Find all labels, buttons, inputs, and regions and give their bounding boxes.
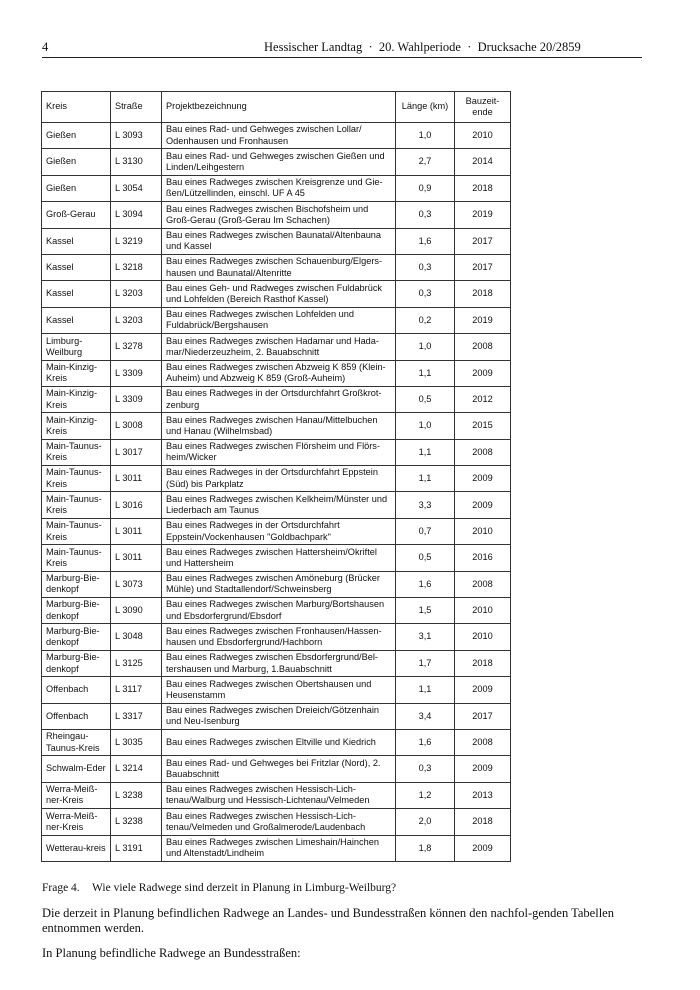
table-row xyxy=(42,466,511,492)
cell-laenge: 1,0 xyxy=(396,123,455,149)
section-intro: In Planung befindliche Radwege an Bundesstraßen: xyxy=(42,946,301,960)
cell-projekt: Bau eines Radweges zwischen Kreisgrenze und Gie-ßen/Lützellinden, einschl. UF A 45 xyxy=(162,175,396,201)
cell-laenge: 0,7 xyxy=(396,518,455,544)
cell-kreis: Werra-Meiß-ner-Kreis xyxy=(42,782,111,808)
cell-kreis: Marburg-Bie-denkopf xyxy=(42,650,111,676)
cell-laenge: 2,7 xyxy=(396,149,455,175)
cell-kreis: Marburg-Bie-denkopf xyxy=(42,624,111,650)
table-row xyxy=(42,492,511,518)
cell-projekt: Bau eines Rad- und Gehweges zwischen Lollar/ Odenhausen und Fronhausen xyxy=(162,123,396,149)
cell-strasse: L 3011 xyxy=(111,518,162,544)
table-row xyxy=(42,439,511,465)
cell-laenge: 1,0 xyxy=(396,334,455,360)
question-number: Frage 4. xyxy=(42,882,80,894)
cell-strasse: L 3048 xyxy=(111,624,162,650)
cell-kreis: Gießen xyxy=(42,123,111,149)
cell-laenge: 3,4 xyxy=(396,703,455,729)
cell-kreis: Kassel xyxy=(42,228,111,254)
cell-projekt: Bau eines Radweges zwischen Hattersheim/Okriftel und Hattersheim xyxy=(162,545,396,571)
question-text: Wie viele Radwege sind derzeit in Planung in Limburg-Weilburg? xyxy=(92,882,397,894)
cell-projekt: Bau eines Radweges zwischen Ebsdorfergrund/Bel-tershausen und Marburg, 1.Bauabschnitt xyxy=(162,650,396,676)
cell-bauzeitende: 2018 xyxy=(455,650,511,676)
column-header-bauzeitende: Bauzeit-ende xyxy=(455,92,511,123)
cell-strasse: L 3011 xyxy=(111,466,162,492)
cell-laenge: 1,5 xyxy=(396,598,455,624)
cell-projekt: Bau eines Radweges zwischen Hessisch-Lich-tenau/Walburg und Hessisch-Lichtenau/Velmeden xyxy=(162,782,396,808)
cell-strasse: L 3117 xyxy=(111,677,162,703)
table-row xyxy=(42,650,511,676)
cell-kreis: Limburg-Weilburg xyxy=(42,334,111,360)
cell-bauzeitende: 2013 xyxy=(455,782,511,808)
cell-kreis: Main-Taunus-Kreis xyxy=(42,518,111,544)
cell-strasse: L 3309 xyxy=(111,360,162,386)
cell-strasse: L 3090 xyxy=(111,598,162,624)
column-header-kreis: Kreis xyxy=(42,92,111,123)
table-row xyxy=(42,782,511,808)
cell-laenge: 1,6 xyxy=(396,228,455,254)
running-title: Hessischer Landtag · 20. Wahlperiode · Drucksache 20/2859 xyxy=(264,40,581,54)
table-row xyxy=(42,334,511,360)
cell-bauzeitende: 2009 xyxy=(455,492,511,518)
cell-strasse: L 3203 xyxy=(111,307,162,333)
cell-kreis: Main-Kinzig-Kreis xyxy=(42,360,111,386)
cell-strasse: L 3008 xyxy=(111,413,162,439)
cell-projekt: Bau eines Radweges in der Ortsdurchfahrt Eppstein (Süd) bis Parkplatz xyxy=(162,466,396,492)
cell-strasse: L 3278 xyxy=(111,334,162,360)
cell-projekt: Bau eines Geh- und Radweges zwischen Fuldabrück und Lohfelden (Bereich Rasthof Kassel) xyxy=(162,281,396,307)
cell-strasse: L 3093 xyxy=(111,123,162,149)
table-row xyxy=(42,756,511,782)
cell-laenge: 1,1 xyxy=(396,360,455,386)
cell-projekt: Bau eines Radweges zwischen Marburg/Bortshausen und Ebsdorfergrund/Ebsdorf xyxy=(162,598,396,624)
cell-projekt: Bau eines Radweges zwischen Hanau/Mittelbuchen und Hanau (Wilhelmsbad) xyxy=(162,413,396,439)
cell-kreis: Main-Taunus-Kreis xyxy=(42,439,111,465)
table-row xyxy=(42,545,511,571)
cell-bauzeitende: 2010 xyxy=(455,123,511,149)
cell-laenge: 0,3 xyxy=(396,756,455,782)
cell-strasse: L 3238 xyxy=(111,782,162,808)
cell-projekt: Bau eines Radweges zwischen Hadamar und Hada-mar/Niederzeuzheim, 2. Bauabschnitt xyxy=(162,334,396,360)
cell-laenge: 3,3 xyxy=(396,492,455,518)
table-row xyxy=(42,281,511,307)
cell-laenge: 1,0 xyxy=(396,413,455,439)
cell-bauzeitende: 2010 xyxy=(455,598,511,624)
cell-strasse: L 3191 xyxy=(111,835,162,861)
cell-laenge: 0,5 xyxy=(396,545,455,571)
cell-projekt: Bau eines Radweges zwischen Schauenburg/Elgers-hausen und Baunatal/Altenritte xyxy=(162,254,396,280)
column-header-projekt: Projektbezeichnung xyxy=(162,92,396,123)
cell-bauzeitende: 2008 xyxy=(455,729,511,755)
cell-projekt: Bau eines Radweges in der Ortsdurchfahrt Eppstein/Vockenhausen "Goldbachpark" xyxy=(162,518,396,544)
cell-kreis: Gießen xyxy=(42,175,111,201)
cell-projekt: Bau eines Rad- und Gehweges bei Fritzlar (Nord), 2. Bauabschnitt xyxy=(162,756,396,782)
cell-strasse: L 3317 xyxy=(111,703,162,729)
cell-bauzeitende: 2009 xyxy=(455,835,511,861)
cell-laenge: 1,2 xyxy=(396,782,455,808)
cell-bauzeitende: 2019 xyxy=(455,202,511,228)
cell-laenge: 0,9 xyxy=(396,175,455,201)
cell-kreis: Marburg-Bie-denkopf xyxy=(42,598,111,624)
cell-projekt: Bau eines Radweges zwischen Abzweig K 859 (Klein-Auheim) und Abzweig K 859 (Groß-Auheim) xyxy=(162,360,396,386)
cell-laenge: 1,8 xyxy=(396,835,455,861)
cell-laenge: 2,0 xyxy=(396,809,455,835)
cell-kreis: Main-Taunus-Kreis xyxy=(42,466,111,492)
page-number: 4 xyxy=(42,40,49,54)
cell-projekt: Bau eines Radweges zwischen Bischofsheim und Groß-Gerau (Groß-Gerau Im Schachen) xyxy=(162,202,396,228)
cell-strasse: L 3011 xyxy=(111,545,162,571)
cell-bauzeitende: 2015 xyxy=(455,413,511,439)
cell-bauzeitende: 2008 xyxy=(455,334,511,360)
cell-kreis: Main-Taunus-Kreis xyxy=(42,545,111,571)
answer-paragraph: Die derzeit in Planung befindlichen Radwege an Landes- und Bundesstraßen können den nachfol-genden Tabellen entnommen werden. xyxy=(42,906,614,935)
cell-kreis: Rheingau-Taunus-Kreis xyxy=(42,729,111,755)
cell-projekt: Bau eines Radweges zwischen Hessisch-Lich-tenau/Velmeden und Großalmerode/Laudenbach xyxy=(162,809,396,835)
cell-bauzeitende: 2010 xyxy=(455,624,511,650)
cell-projekt: Bau eines Radweges zwischen Obertshausen und Heusenstamm xyxy=(162,677,396,703)
table-row xyxy=(42,360,511,386)
table-row xyxy=(42,571,511,597)
cell-laenge: 1,1 xyxy=(396,677,455,703)
cell-projekt: Bau eines Radweges zwischen Amöneburg (Brücker Mühle) und Stadtallendorf/Schweinsberg xyxy=(162,571,396,597)
cell-strasse: L 3094 xyxy=(111,202,162,228)
table-row xyxy=(42,703,511,729)
cell-kreis: Groß-Gerau xyxy=(42,202,111,228)
cell-laenge: 1,6 xyxy=(396,729,455,755)
cell-bauzeitende: 2019 xyxy=(455,307,511,333)
table-row xyxy=(42,386,511,412)
table-row xyxy=(42,809,511,835)
cell-strasse: L 3035 xyxy=(111,729,162,755)
cell-laenge: 1,1 xyxy=(396,439,455,465)
table-row xyxy=(42,307,511,333)
cell-kreis: Kassel xyxy=(42,281,111,307)
cell-laenge: 0,3 xyxy=(396,254,455,280)
cell-kreis: Main-Kinzig-Kreis xyxy=(42,413,111,439)
cell-projekt: Bau eines Radweges zwischen Kelkheim/Münster und Liederbach am Taunus xyxy=(162,492,396,518)
cell-kreis: Main-Taunus-Kreis xyxy=(42,492,111,518)
cell-kreis: Werra-Meiß-ner-Kreis xyxy=(42,809,111,835)
cell-laenge: 1,6 xyxy=(396,571,455,597)
cell-strasse: L 3203 xyxy=(111,281,162,307)
cell-laenge: 3,1 xyxy=(396,624,455,650)
table-row xyxy=(42,624,511,650)
cell-bauzeitende: 2018 xyxy=(455,281,511,307)
table-row xyxy=(42,835,511,861)
cell-projekt: Bau eines Radweges zwischen Lohfelden und Fuldabrück/Bergshausen xyxy=(162,307,396,333)
cell-strasse: L 3054 xyxy=(111,175,162,201)
cell-bauzeitende: 2016 xyxy=(455,545,511,571)
cell-strasse: L 3218 xyxy=(111,254,162,280)
cycle-path-table xyxy=(41,91,511,862)
cell-strasse: L 3125 xyxy=(111,650,162,676)
table-row xyxy=(42,254,511,280)
table-row xyxy=(42,518,511,544)
cell-bauzeitende: 2009 xyxy=(455,466,511,492)
table-row xyxy=(42,677,511,703)
table-row xyxy=(42,413,511,439)
cell-projekt: Bau eines Rad- und Gehweges zwischen Gießen und Linden/Leihgestern xyxy=(162,149,396,175)
cell-projekt: Bau eines Radweges in der Ortsdurchfahrt Großkrot-zenburg xyxy=(162,386,396,412)
cell-laenge: 0,2 xyxy=(396,307,455,333)
cell-bauzeitende: 2009 xyxy=(455,360,511,386)
cell-bauzeitende: 2009 xyxy=(455,756,511,782)
cell-bauzeitende: 2017 xyxy=(455,228,511,254)
cell-kreis: Kassel xyxy=(42,254,111,280)
cell-strasse: L 3309 xyxy=(111,386,162,412)
column-header-laenge: Länge (km) xyxy=(396,92,455,123)
table-body xyxy=(42,123,511,862)
cell-bauzeitende: 2017 xyxy=(455,254,511,280)
cell-strasse: L 3130 xyxy=(111,149,162,175)
table-row xyxy=(42,123,511,149)
cell-kreis: Main-Kinzig-Kreis xyxy=(42,386,111,412)
cell-strasse: L 3219 xyxy=(111,228,162,254)
cell-bauzeitende: 2017 xyxy=(455,703,511,729)
table-row xyxy=(42,729,511,755)
cell-strasse: L 3214 xyxy=(111,756,162,782)
header-rule xyxy=(42,57,642,58)
cell-bauzeitende: 2018 xyxy=(455,175,511,201)
cell-kreis: Gießen xyxy=(42,149,111,175)
cell-bauzeitende: 2018 xyxy=(455,809,511,835)
cell-kreis: Kassel xyxy=(42,307,111,333)
cell-kreis: Wetterau-kreis xyxy=(42,835,111,861)
cell-bauzeitende: 2012 xyxy=(455,386,511,412)
table-row xyxy=(42,202,511,228)
table-header-row xyxy=(42,92,511,123)
cell-projekt: Bau eines Radweges zwischen Baunatal/Altenbauna und Kassel xyxy=(162,228,396,254)
cell-projekt: Bau eines Radweges zwischen Limeshain/Hainchen und Altenstadt/Lindheim xyxy=(162,835,396,861)
cell-projekt: Bau eines Radweges zwischen Dreieich/Götzenhain und Neu-Isenburg xyxy=(162,703,396,729)
cell-strasse: L 3016 xyxy=(111,492,162,518)
table-row xyxy=(42,228,511,254)
cell-bauzeitende: 2008 xyxy=(455,571,511,597)
cell-laenge: 1,1 xyxy=(396,466,455,492)
cell-laenge: 0,3 xyxy=(396,281,455,307)
cell-kreis: Schwalm-Eder xyxy=(42,756,111,782)
column-header-strasse: Straße xyxy=(111,92,162,123)
cell-laenge: 1,7 xyxy=(396,650,455,676)
cell-kreis: Offenbach xyxy=(42,703,111,729)
cell-strasse: L 3017 xyxy=(111,439,162,465)
cell-laenge: 0,5 xyxy=(396,386,455,412)
cell-strasse: L 3238 xyxy=(111,809,162,835)
cell-projekt: Bau eines Radweges zwischen Fronhausen/Hassen-hausen und Ebsdorfergrund/Hachborn xyxy=(162,624,396,650)
table-row xyxy=(42,175,511,201)
cell-kreis: Offenbach xyxy=(42,677,111,703)
cell-bauzeitende: 2010 xyxy=(455,518,511,544)
cell-laenge: 0,3 xyxy=(396,202,455,228)
cell-bauzeitende: 2009 xyxy=(455,677,511,703)
cell-bauzeitende: 2008 xyxy=(455,439,511,465)
table-row xyxy=(42,149,511,175)
page-header xyxy=(42,38,642,58)
cell-kreis: Marburg-Bie-denkopf xyxy=(42,571,111,597)
cell-projekt: Bau eines Radweges zwischen Flörsheim und Flörs-heim/Wicker xyxy=(162,439,396,465)
cell-strasse: L 3073 xyxy=(111,571,162,597)
cell-bauzeitende: 2014 xyxy=(455,149,511,175)
table-row xyxy=(42,598,511,624)
cell-projekt: Bau eines Radweges zwischen Eltville und Kiedrich xyxy=(162,729,396,755)
